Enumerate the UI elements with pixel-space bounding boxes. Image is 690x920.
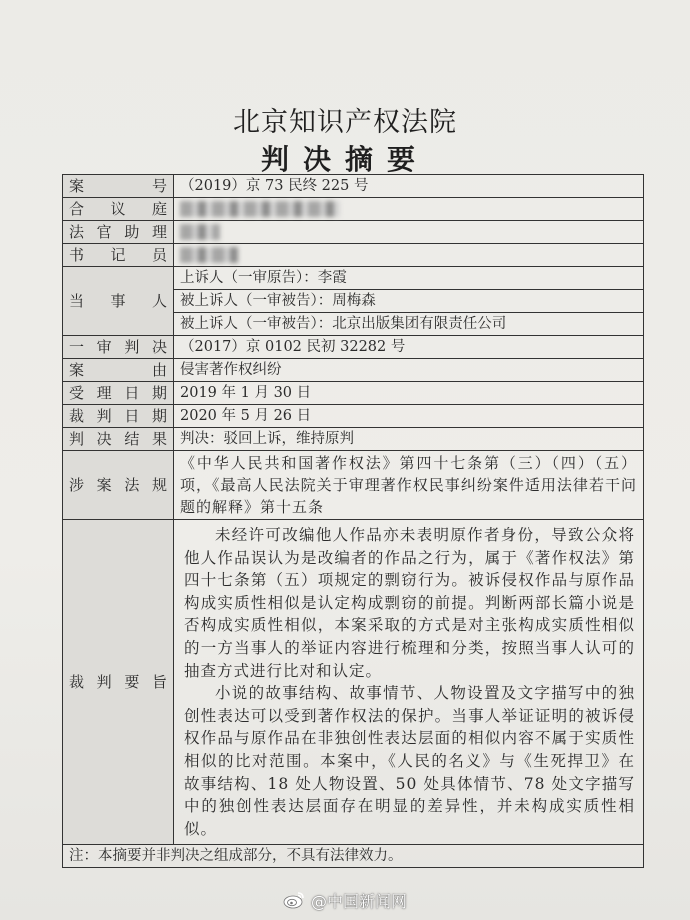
row-laws [63,451,644,520]
row-panel [63,198,644,221]
label-panel: 合议庭 [63,198,174,221]
disclaimer-note: 注：本摘要并非判决之组成部分，不具有法律效力。 [63,845,644,868]
watermark [0,886,690,914]
redaction-blur [180,224,220,240]
label-parties: 当事人 [63,267,174,336]
row-assistant [63,221,644,244]
gist-paragraph-1: 未经许可改编他人作品亦未表明原作者身份，导致公众将他人作品误认为是改编者的作品之行为，属于《著作权法》第四十七条第（五）项规定的剽窃行为。被诉侵权作品与原作品构成实质性相似是认定构成剽窃的前提。判断两部长篇小说是否构成实质性相似，本案采取的方式是对主张构成实质性相似的一方当事人的举证内容进行梳理和分类，按照当事人认可的抽查方式进行比对和认定。 [184,526,635,680]
value-panel-redacted [174,198,644,221]
label-accepted-date: 受理日期 [63,382,174,405]
value-laws: 《中华人民共和国著作权法》第四十七条第（三）（四）（五）项，《最高人民法院关于审理著作权民事纠纷案件适用法律若干问题的解释》第十五条 [174,451,644,520]
row-accepted [63,382,644,405]
label-laws: 涉案法规 [63,451,174,520]
court-name: 北京知识产权法院 [233,107,457,138]
party-appellee-2: 被上诉人（一审被告）：北京出版集团有限责任公司 [174,313,644,336]
value-clerk-redacted [174,244,644,267]
watermark-text: @中国新闻网 [310,891,407,911]
value-cause: 侵害著作权纠纷 [174,359,644,382]
row-parties-1 [63,267,644,290]
row-note [63,845,644,868]
value-gist [174,520,644,845]
label-cause: 案由 [63,359,174,382]
value-first-instance: （2017）京 0102 民初 32282 号 [174,336,644,359]
label-assistant: 法官助理 [63,221,174,244]
redaction-blur [180,201,340,217]
value-result: 判决：驳回上诉，维持原判 [174,428,644,451]
label-clerk: 书记员 [63,244,174,267]
label-judgment-date: 裁判日期 [63,405,174,428]
label-case-number: 案号 [63,175,174,198]
row-judged [63,405,644,428]
label-first-instance: 一审判决 [63,336,174,359]
value-judgment-date: 2020 年 5 月 26 日 [174,405,644,428]
value-assistant-redacted [174,221,644,244]
row-case-number [63,175,644,198]
row-cause [63,359,644,382]
row-first-instance [63,336,644,359]
row-result [63,428,644,451]
weibo-icon [283,891,305,909]
party-appellant: 上诉人（一审原告）：李霞 [174,267,644,290]
value-case-number: （2019）京 73 民终 225 号 [174,175,644,198]
judgment-summary-table [62,174,644,868]
row-gist [63,520,644,845]
row-clerk [63,244,644,267]
gist-paragraph-2: 小说的故事结构、故事情节、人物设置及文字描写中的独创性表达可以受到著作权法的保护。当事人举证证明的被诉侵权作品与原作品在非独创性表达层面的相似内容不属于实质性相似的比对范围。本案中，《人民的名义》与《生死捍卫》在故事结构、18 处人物设置、50 处具体情节、78 处文字描写中的独创性表达层面存在明显的差异性，并未构成实质性相似。 [184,684,635,838]
document-title: 判决摘要 [260,143,429,176]
party-appellee-1: 被上诉人（一审被告）：周梅森 [174,290,644,313]
label-result: 判决结果 [63,428,174,451]
label-gist: 裁判要旨 [63,520,174,845]
value-accepted-date: 2019 年 1 月 30 日 [174,382,644,405]
redaction-blur [180,247,238,263]
